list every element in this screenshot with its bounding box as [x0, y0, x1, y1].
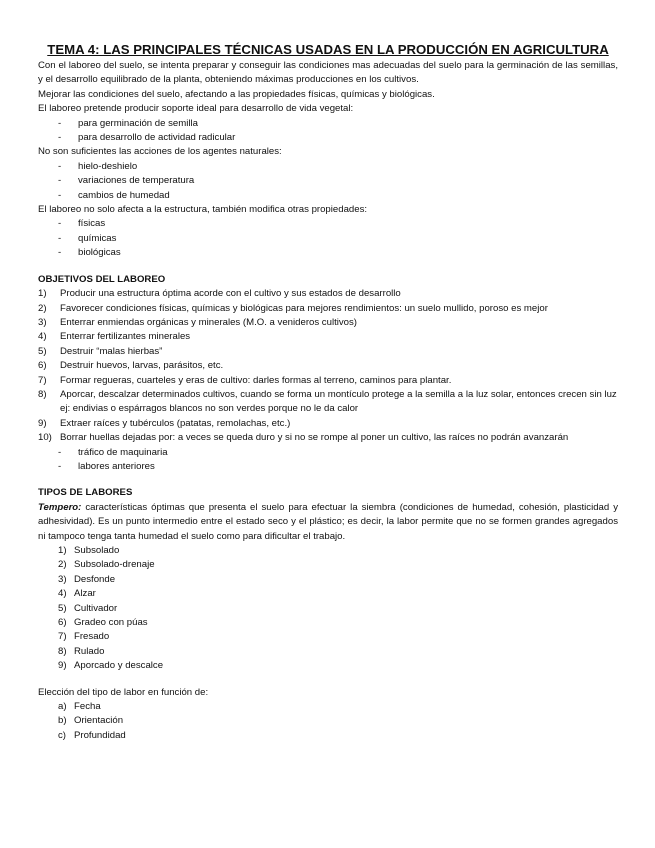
list-item: b) Orientación [58, 715, 124, 727]
list-item: 10) Borrar huellas dejadas por: a veces se queda duro y si no se rompe al poner un cultivo, las raíces no podrán avanzarán [38, 432, 569, 444]
page-title: TEMA 4: LAS PRINCIPALES TÉCNICAS USADAS EN LA PRODUCCIÓN EN AGRICULTURA [47, 42, 609, 57]
list-item: - para desarrollo de actividad radicular [58, 132, 236, 144]
natural-agents-text: No son suficientes las acciones de los agentes naturales: [38, 146, 282, 158]
list-item: - hielo-deshielo [58, 160, 138, 172]
list-item: 5) Cultivador [58, 602, 118, 614]
list-item: 3) Desfonde [58, 573, 116, 585]
list-item: 9) Extraer raíces y tubérculos (patatas, remolachas, etc.) [38, 417, 291, 429]
intro-paragraph-2: Mejorar las condiciones del suelo, afectando a las propiedades físicas, químicas y biológicas. [38, 88, 435, 100]
list-item: 4) Alzar [58, 588, 96, 600]
list-item: - labores anteriores [58, 460, 155, 472]
intro-paragraph-1: Con el laboreo del suelo, se intenta preparar y conseguir las condiciones mas adecuadas del suelo para la germinación de las semillas, y el desarrollo equilibrado de la planta, obteniendo máximas producciones en los cultivos. [38, 60, 618, 86]
list-item: c) Profundidad [58, 729, 126, 741]
list-item: 8) Aporcar, descalzar determinados cultivos, cuando se forma un montículo protege a la semilla a la luz solar, entonces crecen sin luz ej: endivias o espárragos blancos no son verdes porque no le da calor [38, 388, 617, 415]
list-item: a) Fecha [58, 701, 101, 713]
intro-paragraph-3: El laboreo pretende producir soporte ideal para desarrollo de vida vegetal: [38, 103, 354, 115]
list-item: 1) Producir una estructura óptima acorde con el cultivo y sus estados de desarrollo [38, 288, 401, 300]
list-item: 6) Gradeo con púas [58, 617, 148, 629]
structure-text: El laboreo no solo afecta a la estructura, también modifica otras propiedades: [38, 204, 368, 216]
list-item: 1) Subsolado [58, 545, 120, 556]
list-item: - biológicas [58, 247, 121, 259]
types-heading: TIPOS DE LABORES [38, 487, 133, 499]
list-item: 5) Destruir “malas hierbas” [38, 345, 163, 357]
list-item: 2) Subsolado-drenaje [58, 559, 155, 571]
tempero-paragraph [38, 501, 618, 544]
list-item: 7) Formar regueras, cuarteles y eras de cultivo: darles formas al terreno, caminos para plantar. [38, 374, 452, 386]
document-page [38, 40, 618, 743]
list-item: - variaciones de temperatura [58, 175, 195, 187]
list-item: - químicas [58, 232, 117, 244]
list-item: 6) Destruir huevos, larvas, parásitos, etc. [38, 360, 224, 372]
tempero-text: características óptimas que presenta el suelo para efectuar la siembra (condiciones de humedad, cohesión, plasticidad y adhesividad). Es un punto intermedio entre el estado seco y el plástico; es decir, la labor permite que no se formen grandes agregados ni tampoco tenga tanta humedad el suelo como para dificultar el trabajo. [38, 501, 618, 542]
list-item: - tráfico de maquinaria [58, 446, 168, 458]
list-item: 9) Aporcado y descalce [58, 660, 164, 672]
list-item: 7) Fresado [58, 631, 110, 643]
list-item: 4) Enterrar fertilizantes minerales [38, 331, 191, 343]
election-text: Elección del tipo de labor en función de: [38, 686, 209, 698]
objectives-heading: OBJETIVOS DEL LABOREO [38, 273, 166, 285]
spacer [38, 674, 618, 686]
list-item: 2) Favorecer condiciones físicas, químicas y biológicas para mejores rendimientos: un suelo mullido, poroso es mejor [38, 302, 548, 314]
list-item: - para germinación de semilla [58, 117, 198, 129]
list-item: - cambios de humedad [58, 189, 170, 201]
tempero-label: Tempero: [38, 501, 82, 513]
list-item: 8) Rulado [58, 645, 105, 657]
list-item: - físicas [58, 218, 106, 230]
list-item: 3) Enterrar enmiendas orgánicas y minerales (M.O. a venideros cultivos) [38, 316, 357, 328]
